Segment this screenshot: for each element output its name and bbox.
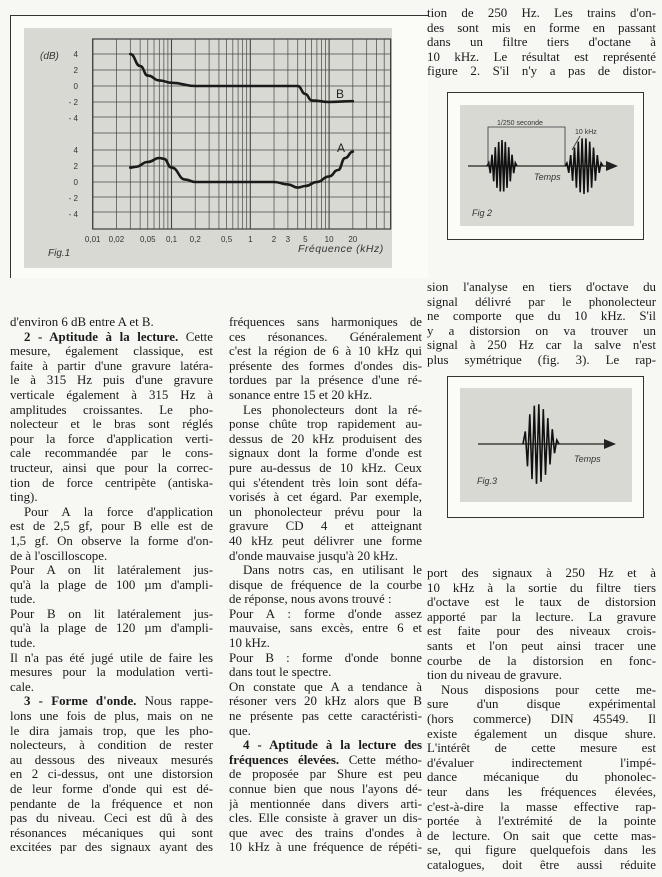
text-line: mesures pour la modulation verti- bbox=[10, 665, 213, 680]
text-line: 10 kHz. Le résultat est représenté bbox=[427, 49, 656, 64]
text-line: résoner vers 20 kHz alors que B bbox=[229, 694, 422, 709]
figure-1-chart bbox=[0, 0, 430, 280]
text-line: se, qui figure quelquefois dans les bbox=[427, 843, 656, 858]
text-line: dance mécanique du phonolec- bbox=[427, 770, 656, 785]
text-line: existe également un disque shure. bbox=[427, 726, 656, 741]
x-tick-label: 1 bbox=[248, 235, 253, 244]
text-line: sants et l'on peut ainsi tracer une bbox=[427, 638, 656, 653]
text-line: d'octave est le taux de distorsion bbox=[427, 595, 656, 610]
y-tick-label: 4 bbox=[73, 146, 78, 155]
text-line: tude. bbox=[10, 592, 36, 607]
text-line: signal délivré par le phonolecteur bbox=[427, 294, 656, 309]
text-line: pure au-dessus de 10 kHz. Ceux bbox=[229, 460, 422, 475]
text-column-right-top bbox=[427, 6, 656, 79]
text-line: Pour A la force d'application bbox=[24, 504, 213, 519]
text-line: Pour B on lit latéralement jus- bbox=[10, 606, 213, 621]
text-line: catalogues, doit être aussi réduite bbox=[427, 857, 656, 872]
text-line: dans un filtre tiers d'octane à bbox=[427, 35, 656, 50]
text-line: 10 kHz. bbox=[229, 636, 270, 651]
paragraph bbox=[427, 566, 656, 683]
x-tick-label: 0,2 bbox=[189, 235, 201, 244]
x-tick-label: 10 bbox=[324, 235, 334, 244]
y-unit-label: (dB) bbox=[40, 51, 59, 62]
line-text: Nous rappe- bbox=[136, 694, 213, 709]
arrow-head-icon bbox=[604, 439, 616, 449]
text-line: courbe de la distorsion en fonc- bbox=[427, 653, 656, 668]
text-line: Pour A : forme d'onde assez bbox=[229, 606, 422, 621]
text-line: port des signaux à 250 Hz et à bbox=[427, 566, 656, 580]
text-line: sonance entre 15 et 20 kHz. bbox=[229, 387, 373, 402]
paragraph bbox=[10, 694, 213, 855]
figure-1-label: Fig.1 bbox=[48, 248, 71, 259]
text-line: teur dans les fréquences élevées, bbox=[427, 784, 656, 799]
y-tick-label: 2 bbox=[73, 162, 78, 171]
paragraph bbox=[10, 315, 213, 330]
text-line: nolecteur et le bras sont réglés bbox=[10, 417, 213, 432]
text-line: figure 2. S'il n'y a pas de distor- bbox=[427, 64, 656, 79]
plot-frame bbox=[93, 39, 391, 229]
text-line: dessus de 20 kHz produisent des bbox=[229, 431, 422, 446]
section-heading: 3 - Forme d'onde. bbox=[24, 694, 137, 709]
x-tick-label: 20 bbox=[348, 235, 358, 244]
text-line: c'est-à-dire la masse effective rap- bbox=[427, 799, 656, 814]
section-heading: 2 - Aptitude à la lecture. bbox=[24, 329, 179, 344]
text-line bbox=[229, 753, 422, 768]
paragraph bbox=[10, 330, 213, 505]
x-axis-title: Fréquence (kHz) bbox=[298, 243, 384, 255]
y-tick-label: - 2 bbox=[68, 194, 78, 203]
paragraph bbox=[229, 563, 422, 607]
text-line: L'intérêt de cette mesure est bbox=[427, 741, 656, 756]
figure-2-diagram bbox=[447, 92, 644, 240]
text-line: Pour A on lit latéralement jus- bbox=[10, 563, 213, 578]
text-column-left bbox=[10, 315, 213, 855]
paragraph bbox=[229, 315, 422, 403]
text-line: des sont mis en forme en passant bbox=[427, 20, 656, 35]
text-line: excitées par des signaux ayant des bbox=[10, 840, 213, 855]
text-line: 1,5 gf. On observe la forme d'on- bbox=[10, 533, 213, 548]
text-line bbox=[10, 330, 213, 345]
paragraph bbox=[229, 651, 422, 680]
paragraph bbox=[229, 738, 422, 855]
paragraph bbox=[10, 563, 213, 607]
text-line: que. bbox=[229, 723, 251, 738]
line-text: Cette métho- bbox=[339, 752, 422, 767]
text-line: disque de fréquence de la courbe bbox=[229, 577, 422, 592]
text-line: tructeur, ainsi que pour la correc- bbox=[10, 460, 213, 475]
figure-3-label: Fig.3 bbox=[477, 476, 498, 486]
text-line: Il n'a pas été jugé utile de faire les bbox=[10, 650, 213, 665]
curve-b-label: B bbox=[336, 87, 345, 101]
text-line: signaux dont la forme d'onde est bbox=[229, 446, 422, 461]
time-axis-label: Temps bbox=[534, 172, 561, 182]
paragraph bbox=[10, 651, 213, 695]
text-line: ne comporte que du 10 kHz. S'il bbox=[427, 309, 656, 324]
y-tick-label: 2 bbox=[73, 66, 78, 75]
text-line: faite à partir d'une gravure latéra- bbox=[10, 358, 213, 373]
text-column-right-middle bbox=[427, 280, 656, 368]
period-label: 1/250 seconde bbox=[497, 120, 543, 127]
text-line: c'est la région de 6 à 10 kHz qui bbox=[229, 344, 422, 359]
text-line: pour la force d'application verti- bbox=[10, 431, 213, 446]
text-line: apporté par la lecture. La gravure bbox=[427, 609, 656, 624]
text-line: d'environ 6 dB entre A et B. bbox=[10, 315, 154, 329]
text-line: portée à l'extrémité de la pointe bbox=[427, 814, 656, 829]
text-line: cale. bbox=[10, 679, 34, 694]
text-line bbox=[229, 738, 422, 753]
text-line: présente des formes d'ondes dis- bbox=[229, 358, 422, 373]
paragraph bbox=[229, 680, 422, 738]
y-tick-label: 0 bbox=[73, 178, 78, 187]
text-line: de à l'oscilloscope. bbox=[10, 548, 108, 563]
text-line: est de 2,5 gf, pour B elle est de bbox=[10, 519, 213, 534]
line-text: Cette bbox=[178, 329, 213, 344]
text-line: On constate que A a tendance à bbox=[229, 679, 422, 694]
text-line: qui s'étendent très loin sont défa- bbox=[229, 475, 422, 490]
text-line: signal à 250 Hz car la salve n'est bbox=[427, 338, 656, 353]
paragraph bbox=[427, 6, 656, 79]
text-line: pendante de la fréquence et non bbox=[10, 796, 213, 811]
text-line: lons une fois de plus, mais on ne bbox=[10, 709, 213, 724]
paragraph bbox=[427, 280, 656, 368]
y-tick-label: - 4 bbox=[68, 210, 78, 219]
text-line: (hors commerce) DIN 45549. Il bbox=[427, 711, 656, 726]
text-line: connue bien que nous l'ayons dé- bbox=[229, 782, 422, 796]
figure-3-diagram bbox=[447, 376, 644, 518]
text-line bbox=[10, 694, 213, 709]
text-line: mauvaise, sans excès, entre 6 et bbox=[229, 621, 422, 636]
text-line: fréquences sans harmoniques de bbox=[229, 315, 422, 329]
text-line: vorisés à cet égard. Par exemple, bbox=[229, 490, 422, 505]
text-line: tion du niveau de gravure. bbox=[427, 668, 562, 683]
text-line: ne présente pas cette caractéristi- bbox=[229, 709, 422, 724]
section-heading: fréquences élevées. bbox=[229, 752, 340, 767]
text-line: est faite pour des niveaux crois- bbox=[427, 624, 656, 639]
text-line: jà mentionnée dans divers arti- bbox=[229, 796, 422, 811]
paragraph bbox=[229, 607, 422, 651]
text-line: Pour B : forme d'onde bonne bbox=[229, 650, 422, 665]
y-tick-label: 4 bbox=[73, 50, 78, 59]
text-line: verticale également à 315 Hz à bbox=[10, 387, 213, 402]
paragraph bbox=[229, 403, 422, 564]
text-line: mesure, également classique, est bbox=[10, 344, 213, 359]
text-line: ponse chûte trop rapidement au- bbox=[229, 417, 422, 432]
section-heading: 4 - Aptitude à la lecture des bbox=[243, 738, 422, 753]
text-line: de lecture. On sait que cette mas- bbox=[427, 828, 656, 843]
text-line: plus symétrique (fig. 3). Le rap- bbox=[427, 352, 656, 367]
text-line: d'évaluer indirectement l'impé- bbox=[427, 755, 656, 770]
text-column-right-bottom bbox=[427, 566, 656, 872]
y-tick-label: - 4 bbox=[68, 114, 78, 123]
frequency-label: 10 kHz bbox=[575, 129, 597, 136]
text-line: ces résonances. Généralement bbox=[229, 329, 422, 344]
paragraph bbox=[427, 683, 656, 873]
text-line: le à 315 Hz puis d'une gravure bbox=[10, 373, 213, 388]
text-line: dans tout le spectre. bbox=[229, 665, 332, 680]
text-line: amplitudes croissantes. Le pho- bbox=[10, 402, 213, 417]
text-line: un phonolecteur prévu pour la bbox=[229, 504, 422, 519]
text-line: 40 kHz peut délivrer une forme bbox=[229, 533, 422, 548]
paragraph bbox=[10, 505, 213, 563]
text-line: le dira jamais trop, que les pho- bbox=[10, 723, 213, 738]
x-tick-label: 0,1 bbox=[165, 235, 178, 244]
text-line: Les phonolecteurs dont la ré- bbox=[243, 402, 422, 417]
text-line: de leur forme d'onde qui est dé- bbox=[10, 782, 213, 796]
text-line: tude. bbox=[10, 636, 36, 651]
text-line: cale recommandée par le cons- bbox=[10, 446, 213, 461]
text-line: de proposée par Shure est peu bbox=[229, 767, 422, 782]
text-line: de réponse, nous avons trouvé : bbox=[229, 592, 392, 607]
text-line: pas du niveau. Ceci est dû à des bbox=[10, 811, 213, 826]
y-tick-label: - 2 bbox=[68, 98, 78, 107]
text-line: tordues par la présence d'une ré- bbox=[229, 373, 422, 388]
y-tick-label: 0 bbox=[73, 82, 78, 91]
text-line: résonances mécaniques qui sont bbox=[10, 825, 213, 840]
text-line: gravure CD 4 et atteignant bbox=[229, 519, 422, 534]
text-line: 10 kHz à une fréquence de répéti- bbox=[229, 840, 422, 855]
x-tick-label: 3 bbox=[285, 235, 291, 244]
text-line: Dans notrs cas, en utilisant le bbox=[243, 563, 422, 578]
curve-a-label: A bbox=[337, 141, 346, 155]
text-line: qu'à la plage de 100 µm d'ampli- bbox=[10, 577, 213, 592]
text-line: sure d'un disque expérimental bbox=[427, 697, 656, 712]
time-axis-label: Temps bbox=[574, 454, 601, 464]
text-line: cles. Elle consiste à graver un dis- bbox=[229, 811, 422, 826]
text-line: au dessous des niveaux mesurés bbox=[10, 752, 213, 767]
text-line: que avec des trains d'ondes à bbox=[229, 825, 422, 840]
text-line: Nous disposions pour cette me- bbox=[441, 682, 656, 697]
x-tick-label: 2 bbox=[271, 235, 277, 244]
text-column-middle bbox=[229, 315, 422, 855]
x-tick-label: 0,05 bbox=[139, 235, 156, 244]
text-line: sion l'analyse en tiers d'octave du bbox=[427, 280, 656, 294]
text-line: nolecteurs, à condition de rester bbox=[10, 738, 213, 753]
figure-2-label: Fig 2 bbox=[472, 208, 493, 218]
text-line: en 2 ci-dessus, ont une distorsion bbox=[10, 767, 213, 782]
x-tick-label: 5 bbox=[303, 235, 308, 244]
paragraph bbox=[10, 607, 213, 651]
text-line: tion de force centripète (antiska- bbox=[10, 475, 213, 490]
text-line: 10 kHz à la sortie du filtre tiers bbox=[427, 580, 656, 595]
x-tick-label: 0,01 bbox=[84, 235, 101, 244]
text-line: d'onde mauvaise jusqu'à 20 kHz. bbox=[229, 548, 398, 563]
arrow-head-icon bbox=[606, 161, 618, 171]
x-tick-label: 0,02 bbox=[108, 235, 125, 244]
text-line: ting). bbox=[10, 490, 38, 505]
text-line: tion de 250 Hz. Les trains d'on- bbox=[427, 6, 656, 20]
x-tick-label: 0,5 bbox=[221, 235, 233, 244]
text-line: y a distorsion on va trouver un bbox=[427, 323, 656, 338]
text-line: qu'à la plage de 120 µm d'ampli- bbox=[10, 621, 213, 636]
